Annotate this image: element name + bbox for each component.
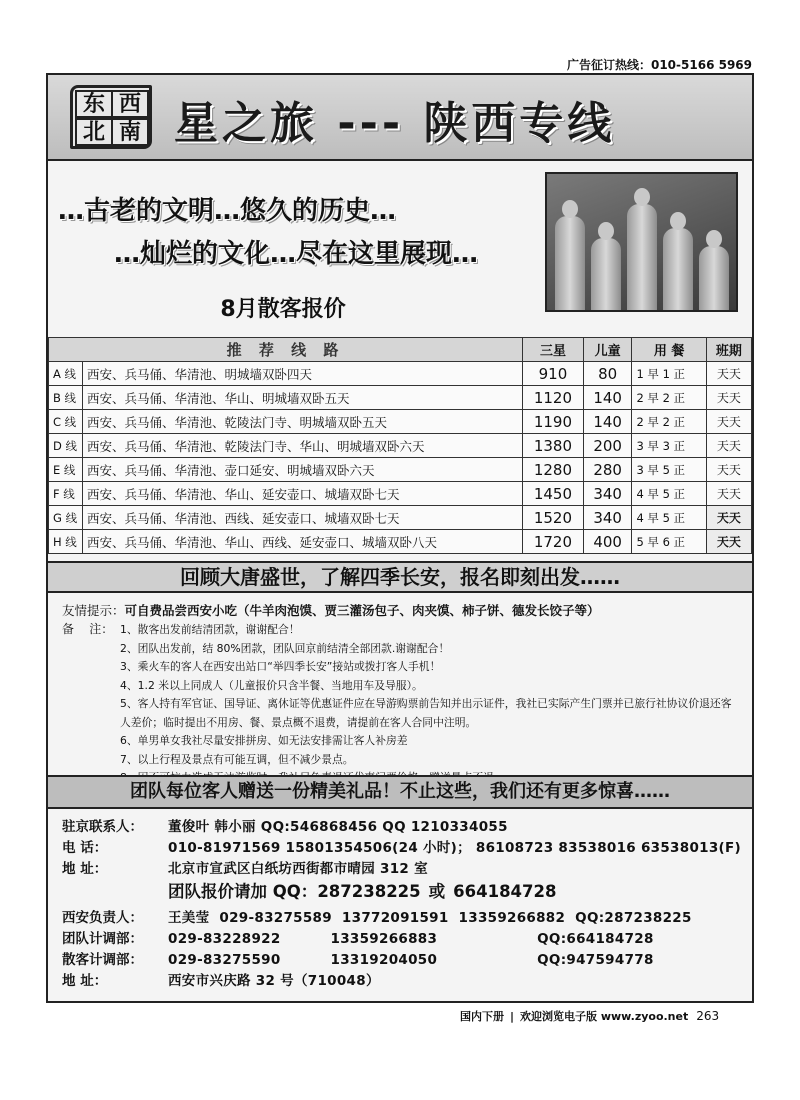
schedule: 天天	[706, 386, 751, 410]
team-qq-2: 664184728	[453, 882, 557, 901]
route-code: B 线	[49, 386, 83, 410]
contact-value: 010-81971569 15801354506(24 小时)； 86108723 83538016 63538013(F)	[168, 840, 741, 856]
route-text: 西安、兵马俑、华清池、乾陵法门寺、明城墙双卧五天	[83, 410, 523, 434]
logo-char: 南	[111, 118, 149, 146]
price-star: 1190	[523, 410, 584, 434]
price-child: 140	[583, 386, 632, 410]
route-code: C 线	[49, 410, 83, 434]
note-item: 3、乘火车的客人在西安出站口“举四季长安”接站或拨打客人手机！	[120, 660, 441, 673]
schedule: 天天	[706, 410, 751, 434]
meal-info: 2 早 2 正	[632, 410, 706, 434]
table-row	[49, 482, 752, 506]
contact-label: 电 话：	[62, 840, 108, 856]
contact-value: 西安市兴庆路 32 号（710048）	[168, 973, 380, 989]
price-child: 340	[583, 506, 632, 530]
meal-info: 4 早 5 正	[632, 482, 706, 506]
route-text: 西安、兵马俑、华清池、华山、明城墙双卧五天	[83, 386, 523, 410]
page-frame	[46, 73, 754, 1003]
route-text: 西安、兵马俑、华清池、明城墙双卧四天	[83, 362, 523, 386]
meal-info: 5 早 6 正	[632, 530, 706, 554]
table-header-row	[49, 338, 752, 362]
contact-label: 散客计调部：	[62, 952, 143, 968]
friendly-tip	[62, 601, 600, 619]
table-row	[49, 458, 752, 482]
company-logo	[70, 85, 152, 149]
beijing-phone	[62, 836, 741, 856]
contact-value: 北京市宣武区白纸坊西街都市晴园 312 室	[168, 861, 428, 877]
contact-value: 王美莹 029-83275589 13772091591 13359266882 QQ:287238225	[168, 910, 692, 926]
price-star: 1120	[523, 386, 584, 410]
beijing-contact	[62, 815, 508, 835]
gift-banner: 团队每位客人赠送一份精美礼品！不止这些，我们还有更多惊喜……	[48, 775, 752, 809]
table-row	[49, 530, 752, 554]
footer-section: 国内下册	[460, 1010, 504, 1023]
team-qq-1: 287238225	[317, 882, 421, 901]
warrior-figure	[555, 216, 585, 312]
schedule: 天天	[706, 458, 751, 482]
schedule: 天天	[706, 530, 751, 554]
route-code: G 线	[49, 506, 83, 530]
table-row	[49, 506, 752, 530]
contact-label: 驻京联系人：	[62, 819, 143, 835]
logo-char: 北	[75, 118, 113, 146]
route-code: H 线	[49, 530, 83, 554]
route-text: 西安、兵马俑、华清池、乾陵法门寺、华山、明城墙双卧六天	[83, 434, 523, 458]
header-banner	[48, 75, 752, 161]
meal-info: 3 早 3 正	[632, 434, 706, 458]
warrior-figure	[699, 246, 729, 312]
note-item: 2、团队出发前，结 80%团款，团队回京前结清全部团款.谢谢配合！	[120, 641, 450, 655]
route-text: 西安、兵马俑、华清池、西线、延安壶口、城墙双卧七天	[83, 506, 523, 530]
header-schedule: 班期	[706, 338, 751, 362]
note-item: 1、散客出发前结清团款，谢谢配合！	[120, 623, 300, 636]
ad-hotline: 广告征订热线：010-5166 5969	[566, 58, 752, 72]
note-item: 4、1.2 米以上同成人（儿童报价只含半餐、当地用车及导服）。	[120, 678, 423, 692]
single-dispatch	[62, 948, 654, 968]
header-star: 三星	[523, 338, 584, 362]
beijing-address	[62, 857, 428, 877]
route-text: 西安、兵马俑、华清池、华山、延安壶口、城墙双卧七天	[83, 482, 523, 506]
contact-label: 地 址：	[62, 973, 108, 989]
page-number: 263	[696, 1009, 720, 1023]
price-star: 1380	[523, 434, 584, 458]
team-qq-or: 或	[428, 882, 446, 901]
price-child: 280	[583, 458, 632, 482]
price-star: 1520	[523, 506, 584, 530]
note-item: 7、以上行程及景点有可能互调，但不减少景点。	[120, 752, 354, 766]
team-dispatch	[62, 927, 654, 947]
schedule: 天天	[706, 434, 751, 458]
notes-label: 备 注：	[62, 622, 114, 636]
table-row	[49, 362, 752, 386]
price-child: 200	[583, 434, 632, 458]
page-title: 星之旅 --- 陕西专线	[174, 98, 616, 149]
header-child: 儿童	[583, 338, 632, 362]
footer-separator: |	[510, 1010, 515, 1023]
route-code: E 线	[49, 458, 83, 482]
contact-value: 029-83228922 13359266883 QQ:664184728	[168, 931, 654, 947]
schedule: 天天	[706, 506, 751, 530]
price-child: 340	[583, 482, 632, 506]
schedule: 天天	[706, 362, 751, 386]
warrior-figure	[591, 238, 621, 312]
logo-char: 西	[111, 90, 149, 118]
route-code: F 线	[49, 482, 83, 506]
meal-info: 2 早 2 正	[632, 386, 706, 410]
team-qq-line	[168, 878, 556, 902]
meal-info: 1 早 1 正	[632, 362, 706, 386]
logo-char: 东	[75, 90, 113, 118]
notes-list	[120, 621, 742, 788]
route-text: 西安、兵马俑、华清池、华山、西线、延安壶口、城墙双卧八天	[83, 530, 523, 554]
tip-text: 可自费品尝西安小吃（牛羊肉泡馍、贾三灌汤包子、肉夹馍、柿子饼、德发长饺子等）	[124, 603, 600, 618]
price-child: 80	[583, 362, 632, 386]
contact-value: 董俊叶 韩小丽 QQ:546868456 QQ 1210334055	[168, 819, 508, 835]
xian-address	[62, 969, 380, 989]
team-qq-label: 团队报价请加 QQ：	[168, 882, 318, 901]
xian-manager	[62, 906, 692, 926]
warrior-figure	[663, 228, 693, 312]
meal-info: 3 早 5 正	[632, 458, 706, 482]
header-route: 推 荐 线 路	[49, 338, 523, 362]
page-footer	[460, 1008, 719, 1024]
price-table	[48, 337, 752, 554]
footer-website[interactable]: 欢迎浏览电子版 www.zyoo.net	[520, 1010, 689, 1023]
table-row	[49, 386, 752, 410]
price-child: 400	[583, 530, 632, 554]
table-row	[49, 410, 752, 434]
contact-value: 029-83275590 13319204050 QQ:947594778	[168, 952, 654, 968]
price-child: 140	[583, 410, 632, 434]
tip-label: 友情提示：	[62, 603, 125, 618]
schedule: 天天	[706, 482, 751, 506]
recall-banner: 回顾大唐盛世，了解四季长安，报名即刻出发……	[48, 561, 752, 593]
contact-label: 团队计调部：	[62, 931, 143, 947]
contact-label: 西安负责人：	[62, 910, 143, 926]
price-section-title: 8月散客报价	[220, 297, 346, 322]
slogan-line-2: …灿烂的文化…尽在这里展现…	[114, 239, 479, 269]
slogan-line-1: …古老的文明…悠久的历史…	[58, 196, 397, 226]
warrior-figure	[627, 204, 657, 312]
terracotta-warriors-photo	[545, 172, 738, 312]
route-text: 西安、兵马俑、华清池、壶口延安、明城墙双卧六天	[83, 458, 523, 482]
price-star: 1280	[523, 458, 584, 482]
table-row	[49, 434, 752, 458]
price-star: 910	[523, 362, 584, 386]
meal-info: 4 早 5 正	[632, 506, 706, 530]
route-code: A 线	[49, 362, 83, 386]
route-code: D 线	[49, 434, 83, 458]
price-star: 1450	[523, 482, 584, 506]
header-meal: 用 餐	[632, 338, 706, 362]
note-item: 5、客人持有军官证、国导证、离休证等优惠证件应在导游购票前告知并出示证件，我社已实际产生门票并已旅行社协议价退还客人差价；临时提出不用房、餐、景点概不退费，请提前在客人合同中注明。	[120, 697, 732, 729]
price-star: 1720	[523, 530, 584, 554]
contact-label: 地 址：	[62, 861, 108, 877]
note-item: 6、单男单女我社尽量安排拼房、如无法安排需让客人补房差	[120, 734, 408, 747]
